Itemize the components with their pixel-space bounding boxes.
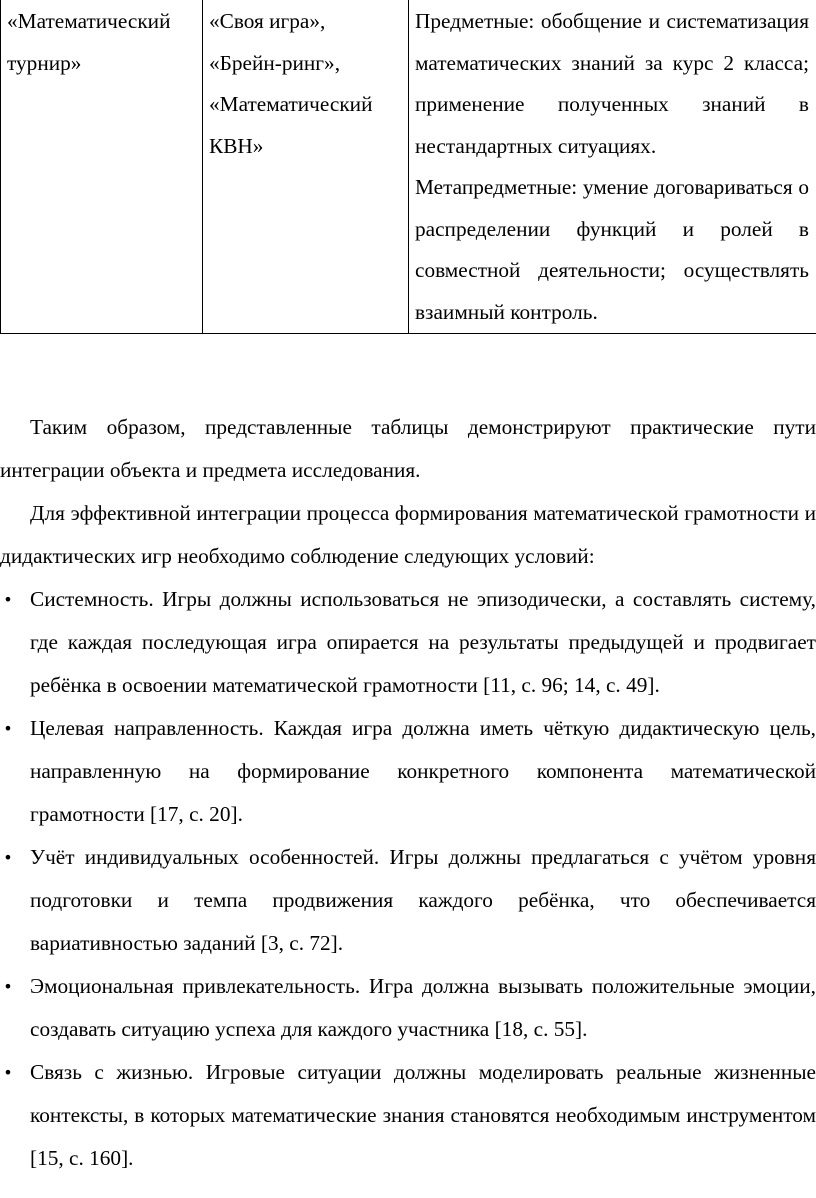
- condition-text: Учёт индивидуальных особенностей. Игры должны предлагаться с учётом уровня подготовки и темпа продвижения каждого ребёнка, что обеспечивается вариативностью заданий [3, с. 72].: [30, 845, 816, 955]
- metasubject-results: Метапредметные: умение договариваться о распределении функций и ролей в совместной деятельности; осуществлять взаимный контроль.: [415, 175, 809, 324]
- bullet-icon: •: [3, 590, 13, 609]
- table-row: [1, 0, 816, 334]
- table-cell-game-names: [203, 0, 409, 334]
- bullet-icon: •: [3, 848, 13, 867]
- condition-text: Целевая направленность. Каждая игра должна иметь чёткую дидактическую цель, направленную на формирование конкретного компонента математической грамотности [17, с. 20].: [30, 716, 816, 826]
- game-form-text: «Математический турнир»: [7, 9, 171, 75]
- game-name-line: «Математический: [209, 92, 373, 116]
- condition-text: Связь с жизнью. Игровые ситуации должны моделировать реальные жизненные контексты, в которых математические знания становятся необходимым инструментом [15, с. 160].: [30, 1060, 816, 1170]
- games-table: [0, 0, 816, 334]
- table-cell-results: [409, 0, 816, 334]
- paragraph-conditions-intro: Для эффективной интеграции процесса формирования математической грамотности и дидактических игр необходимо соблюдение следующих условий:: [0, 501, 816, 568]
- bullet-icon: •: [3, 1063, 13, 1082]
- condition-text: Системность. Игры должны использоваться не эпизодически, а составлять систему, где каждая последующая игра опирается на результаты предыдущей и продвигает ребёнка в освоении математической грамотности [11, с. 96; 14, с. 49].: [30, 587, 816, 697]
- game-name-line: КВН»: [209, 133, 264, 158]
- game-name-line: «Брейн-ринг»,: [209, 50, 341, 75]
- list-item: [0, 965, 816, 1051]
- list-item: [0, 836, 816, 965]
- condition-text: Эмоциональная привлекательность. Игра должна вызывать положительные эмоции, создавать ситуацию успеха для каждого участника [18, с. 55].: [30, 974, 816, 1041]
- table-cell-game-form: [1, 0, 203, 334]
- conditions-list: [0, 578, 816, 1180]
- list-item: [0, 707, 816, 836]
- paragraph-conclusion: Таким образом, представленные таблицы демонстрируют практические пути интеграции объекта и предмета исследования.: [0, 415, 816, 482]
- list-item: [0, 1051, 816, 1180]
- subject-results: Предметные: обобщение и систематизация математических знаний за курс 2 класса; применение полученных знаний в нестандартных ситуациях.: [415, 9, 809, 158]
- body-text: [0, 406, 816, 1180]
- bullet-icon: •: [3, 719, 13, 738]
- game-name-line: «Своя игра»,: [209, 9, 326, 33]
- bullet-icon: •: [3, 977, 13, 996]
- list-item: [0, 578, 816, 707]
